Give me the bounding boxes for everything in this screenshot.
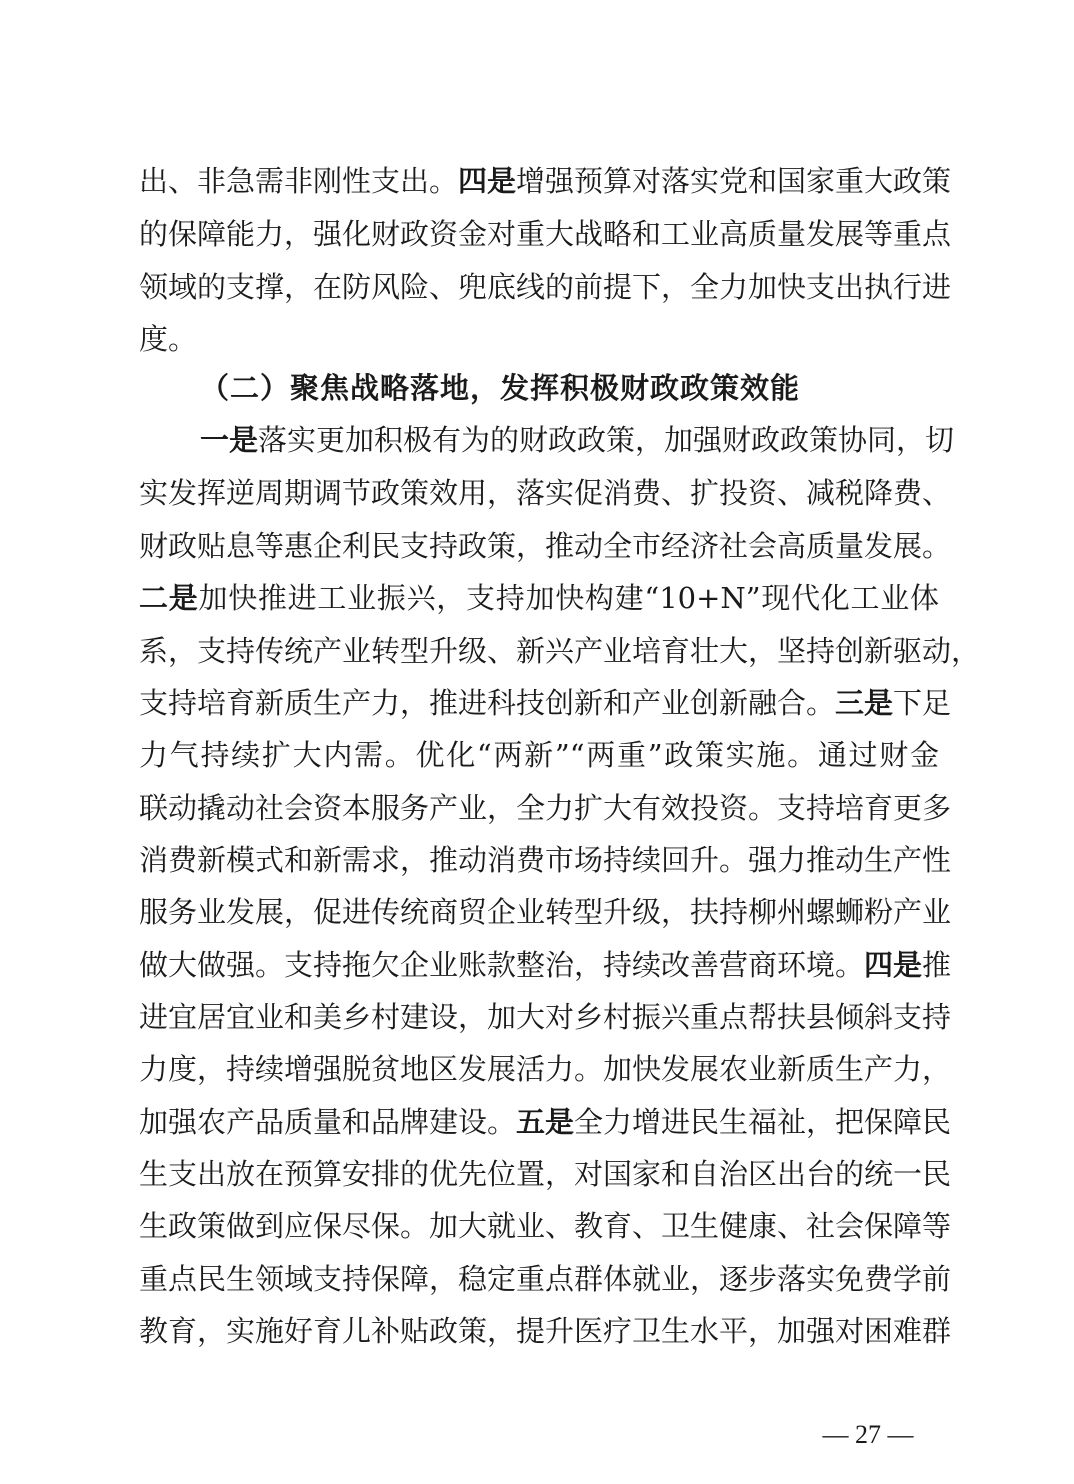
text-segment: 下足 xyxy=(893,686,952,720)
lead-phrase: 四是 xyxy=(458,164,517,198)
text-line xyxy=(139,467,952,519)
text-line xyxy=(139,1148,952,1200)
text-segment: 系，支持传统产业转型升级、新兴产业培育壮大，坚持创新驱动， xyxy=(139,634,981,668)
text-line xyxy=(139,677,952,729)
text-segment: 领域的支撑，在防风险、兜底线的前提下，全力加快支出执行进 xyxy=(139,270,952,304)
text-line xyxy=(139,1043,952,1095)
text-segment: 重点民生领域支持保障，稳定重点群体就业，逐步落实免费学前 xyxy=(139,1262,952,1296)
text-segment: 力度，持续增强脱贫地区发展活力。加快发展农业新质生产力， xyxy=(139,1052,952,1086)
lead-phrase: 二是 xyxy=(139,581,199,615)
text-segment: 联动撬动社会资本服务产业，全力扩大有效投资。支持培育更多 xyxy=(139,791,952,825)
text-line xyxy=(139,886,952,938)
text-segment: 支持培育新质生产力，推进科技创新和产业创新融合。 xyxy=(139,686,836,720)
text-line xyxy=(139,572,939,624)
text-line xyxy=(139,1305,952,1357)
text-segment: 生支出放在预算安排的优先位置，对国家和自治区出台的统一民 xyxy=(139,1157,952,1191)
text-segment: 增强预算对落实党和国家重大政策 xyxy=(516,164,952,198)
text-line xyxy=(139,155,952,207)
text-segment: 消费新模式和新需求，推动消费市场持续回升。强力推动生产性 xyxy=(139,843,952,877)
text-line xyxy=(139,1200,952,1252)
text-line xyxy=(200,414,955,466)
text-segment: 力气持续扩大内需。优化“两新”“两重”政策实施。通过财金 xyxy=(139,738,939,772)
lead-phrase: 五是 xyxy=(516,1105,575,1139)
lead-phrase: 一是 xyxy=(200,423,259,457)
text-line xyxy=(139,1096,952,1148)
text-segment: 度。 xyxy=(139,322,198,356)
lead-phrase: 三是 xyxy=(835,686,894,720)
text-segment: 的保障能力，强化财政资金对重大战略和工业高质量发展等重点 xyxy=(139,217,952,251)
text-segment: 财政贴息等惠企利民支持政策，推动全市经济社会高质量发展。 xyxy=(139,529,952,563)
text-line xyxy=(139,1253,952,1305)
text-segment: 教育，实施好育儿补贴政策，提升医疗卫生水平，加强对困难群 xyxy=(139,1314,952,1348)
text-segment: 实发挥逆周期调节政策效用，落实促消费、扩投资、减税降费、 xyxy=(139,476,952,510)
text-line xyxy=(139,991,952,1043)
text-line xyxy=(139,782,952,834)
text-segment: 落实更加积极有为的财政政策，加强财政政策协同，切 xyxy=(258,423,955,457)
text-segment: 服务业发展，促进传统商贸企业转型升级，扶持柳州螺蛳粉产业 xyxy=(139,895,952,929)
lead-phrase: 四是 xyxy=(864,948,923,982)
text-line xyxy=(139,729,939,781)
text-segment: 推 xyxy=(922,948,952,982)
text-line xyxy=(139,261,952,313)
text-line xyxy=(139,313,939,365)
text-line xyxy=(139,834,952,886)
page-number: — 27 — xyxy=(822,1420,914,1449)
text-segment: 全力增进民生福祉，把保障民 xyxy=(574,1105,952,1139)
text-segment: 出、非急需非刚性支出。 xyxy=(139,164,459,198)
text-line xyxy=(139,939,952,991)
text-segment: 加快推进工业振兴，支持加快构建“10+N”现代化工业体 xyxy=(198,581,939,615)
text-line xyxy=(139,625,981,677)
text-line xyxy=(139,208,952,260)
text-line xyxy=(139,520,952,572)
text-segment: （二）聚焦战略落地，发挥积极财政政策效能 xyxy=(200,371,801,405)
text-segment: 生政策做到应保尽保。加大就业、教育、卫生健康、社会保障等 xyxy=(139,1209,952,1243)
section-heading xyxy=(200,362,940,414)
text-segment: 进宜居宜业和美乡村建设，加大对乡村振兴重点帮扶县倾斜支持 xyxy=(139,1000,952,1034)
text-segment: 做大做强。支持拖欠企业账款整治，持续改善营商环境。 xyxy=(139,948,865,982)
text-segment: 加强农产品质量和品牌建设。 xyxy=(139,1105,517,1139)
